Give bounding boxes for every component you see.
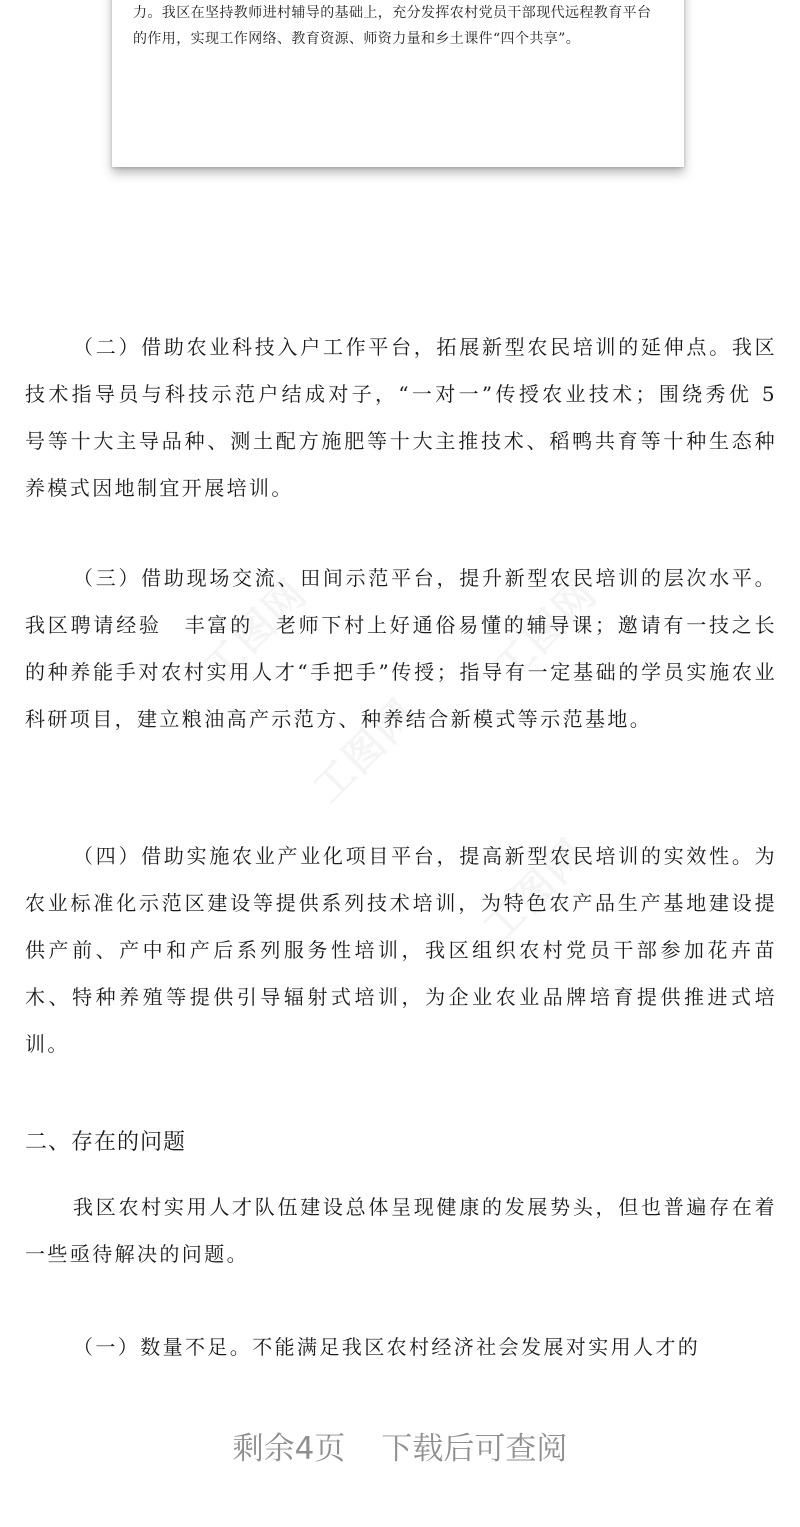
download-prompt[interactable]	[0, 1427, 800, 1471]
paragraph-problems-intro	[25, 1184, 777, 1278]
paragraph-agri-tech	[25, 324, 777, 512]
paragraph-text: （一）数量不足。不能满足我区农村经济社会发展对实用人才的	[73, 1335, 701, 1359]
paragraph-text: 我区农村实用人才队伍建设总体呈现健康的发展势头，但也普遍存在着一些亟待解决的问题。	[25, 1195, 777, 1266]
paragraph-text: （二）借助农业科技入户工作平台，拓展新型农民培训的延伸点。我区技术指导员与科技示范户结成对子，“一对一”传授农业技术；围绕秀优 5 号等十大主导品种、测土配方施肥等十大主推技术、稻鸭共育等十种生态种养模式因地制宜开展培训。	[25, 335, 777, 500]
download-to-view-label[interactable]: 下载后可查阅	[381, 1431, 568, 1467]
previous-page-preview	[112, 0, 684, 167]
paragraph-text: （三）借助现场交流、田间示范平台，提升新型农民培训的层次水平。我区聘请经验 丰富的 老师下村上好通俗易懂的辅导课；邀请有一技之长的种养能手对农村实用人才“手把手”传授；指导有一定基础的学员实施农业科研项目，建立粮油高产示范方、种养结合新模式等示范基地。	[25, 566, 777, 731]
paragraph-text: （四）借助实施农业产业化项目平台，提高新型农民培训的实效性。为农业标准化示范区建设等提供系列技术培训，为特色农产品生产基地建设提供产前、产中和产后系列服务性培训，我区组织农村党员干部参加花卉苗木、特种养殖等提供引导辐射式培训，为企业农业品牌培育提供推进式培训。	[25, 844, 777, 1056]
paragraph-industrialization	[25, 833, 777, 1068]
section-heading: 二、存在的问题	[25, 1130, 187, 1155]
preview-page-text: 力。我区在坚持教师进村辅导的基础上，充分发挥农村党员干部现代远程教育平台的作用，实现工作网络、教育资源、师资力量和乡土课件“四个共享”。	[133, 5, 652, 47]
remaining-pages-label: 剩余4页	[232, 1431, 346, 1467]
paragraph-quantity	[25, 1324, 777, 1371]
paragraph-field-demo	[25, 555, 777, 743]
